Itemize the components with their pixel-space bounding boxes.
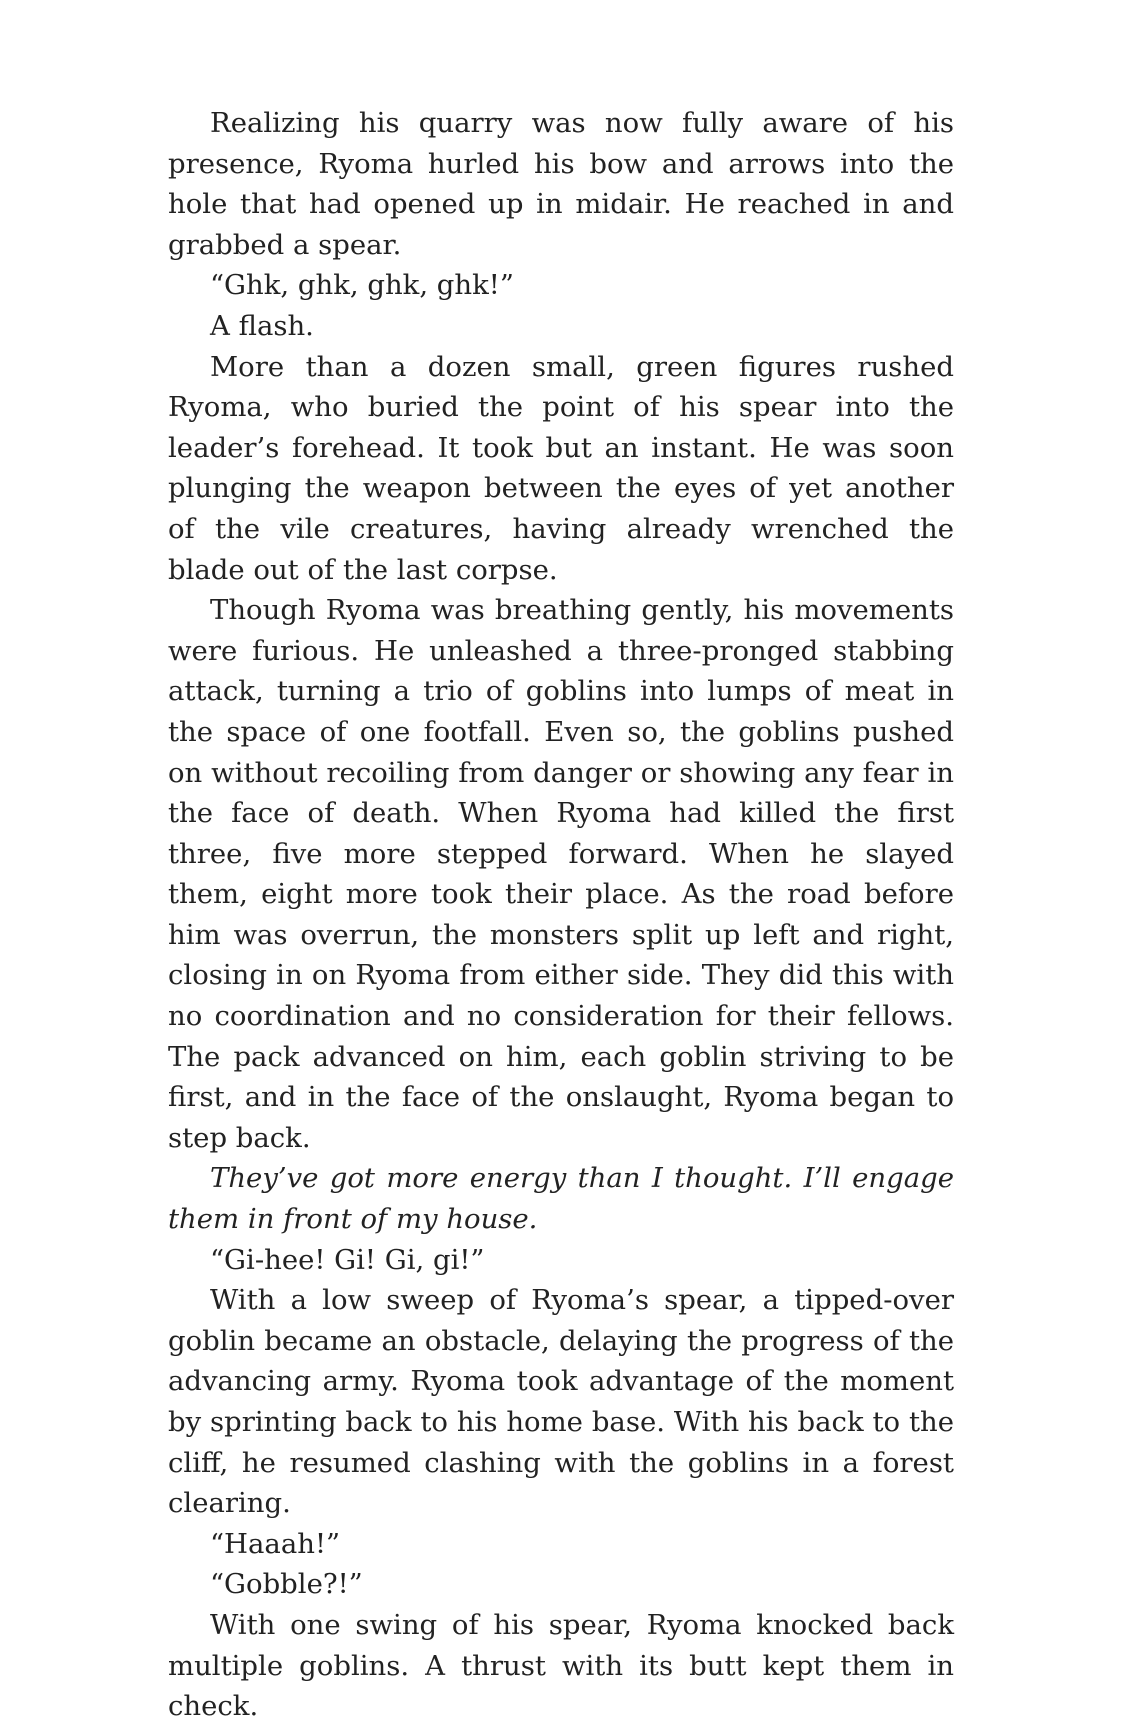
paragraph-8: With a low sweep of Ryoma’s spear, a tipped-over goblin became an obstacle, delaying the progress of the advancing army. Ryoma took advantage of the moment by sprinting back to his home base. With his back to the cliff, he resumed clashing with the goblins in a forest clearing. xyxy=(168,1284,954,1520)
paragraph-5: Though Ryoma was breathing gently, his movements were furious. He unleashed a three-pronged stabbing attack, turning a trio of goblins into lumps of meat in the space of one footfall. Even so, the goblins pushed on without recoiling from danger or showing any fear in the face of death. When Ryoma had killed the first three, five more stepped forward. When he slayed them, eight more took their place. As the road before him was overrun, the monsters split up left and right, closing in on Ryoma from either side. They did this with no coordination and no consideration for their fellows. The pack advanced on him, each goblin striving to be first, and in the face of the onslaught, Ryoma began to step back. xyxy=(168,594,954,1154)
paragraph-4: More than a dozen small, green figures rushed Ryoma, who buried the point of his spear into the leader’s forehead. It took but an instant. He was soon plunging the weapon between the eyes of yet another of the vile creatures, having already wrenched the blade out of the last corpse. xyxy=(168,350,954,586)
paragraph-3: A flash. xyxy=(210,309,314,342)
paragraph-1: Realizing his quarry was now fully aware of his presence, Ryoma hurled his bow and arrows into the hole that had opened up in midair. He reached in and grabbed a spear. xyxy=(168,107,954,261)
paragraph-9: “Haaah!” xyxy=(210,1527,341,1560)
page-body xyxy=(168,103,954,1727)
paragraph-10: “Gobble?!” xyxy=(210,1568,363,1601)
paragraph-7: “Gi-hee! Gi! Gi, gi!” xyxy=(210,1243,485,1276)
paragraph-11: With one swing of his spear, Ryoma knocked back multiple goblins. A thrust with its butt kept them in check. xyxy=(168,1608,954,1723)
paragraph-6-thought: They’ve got more energy than I thought. I’ll engage them in front of my house. xyxy=(168,1162,954,1236)
paragraph-2: “Ghk, ghk, ghk, ghk!” xyxy=(210,269,514,302)
